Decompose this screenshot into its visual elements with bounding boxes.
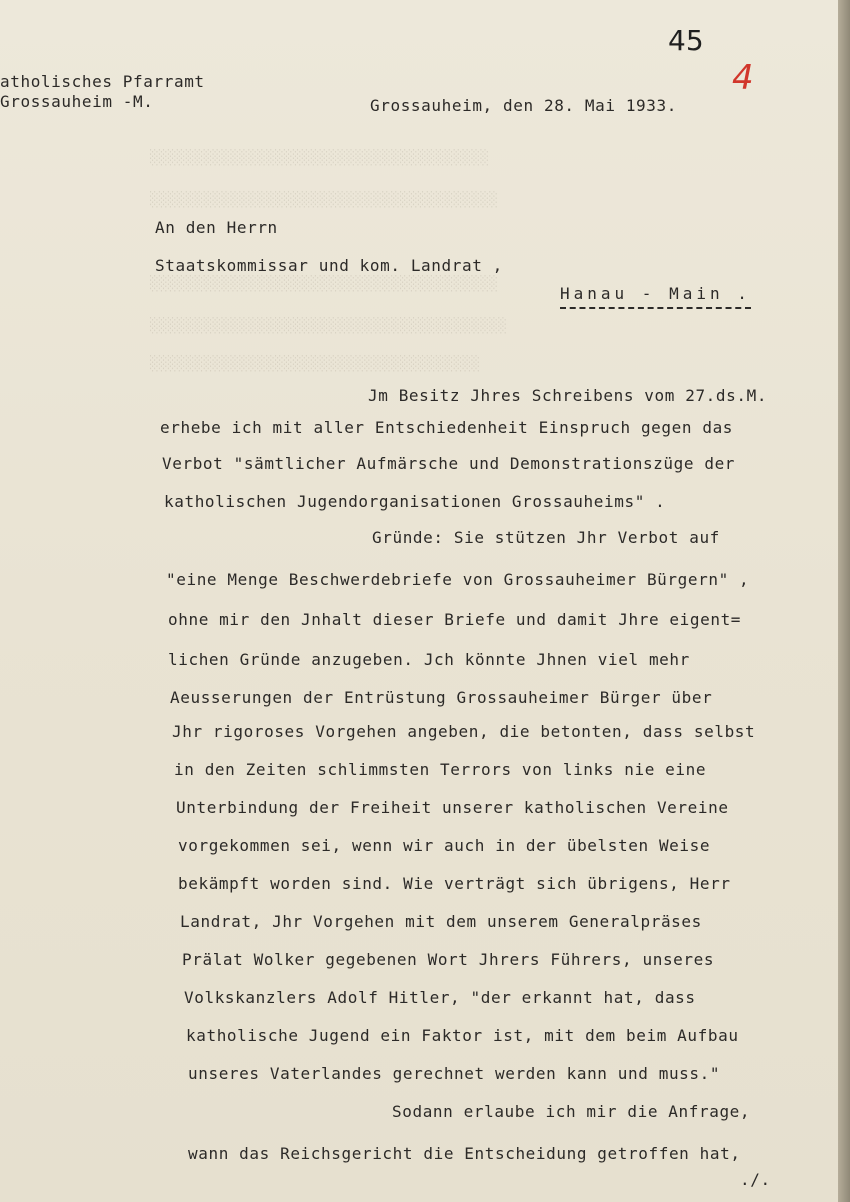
date-line: Grossauheim, den 28. Mai 1933. bbox=[370, 96, 677, 115]
body-line: katholische Jugend ein Faktor ist, mit dem beim Aufbau bbox=[186, 1026, 739, 1045]
bleed-through-text: ░░░░░░░░░░░░░░░░░░░░░░░░░░░░░░░░░░░░░░░░ bbox=[150, 318, 508, 334]
body-line: Verbot "sämtlicher Aufmärsche und Demonstrationszüge der bbox=[162, 454, 736, 473]
red-page-mark: 4 bbox=[732, 58, 754, 98]
bleed-through-text: ░░░░░░░░░░░░░░░░░░░░░░░░░░░░░░░░░░░░░ bbox=[150, 356, 481, 372]
body-line: erhebe ich mit aller Entschiedenheit Einspruch gegen das bbox=[160, 418, 734, 437]
body-line: Jhr rigoroses Vorgehen angeben, die betonten, dass selbst bbox=[172, 722, 756, 741]
recipient-city: Hanau - Main . bbox=[560, 284, 751, 309]
body-line: katholischen Jugendorganisationen Grossauheims" . bbox=[164, 492, 666, 511]
body-line: "eine Menge Beschwerdebriefe von Grossauheimer Bürgern" , bbox=[166, 570, 750, 589]
body-line: Volkskanzlers Adolf Hitler, "der erkannt hat, dass bbox=[184, 988, 696, 1007]
continuation-mark: ./. bbox=[740, 1170, 771, 1189]
body-line: unseres Vaterlandes gerechnet werden kann und muss." bbox=[188, 1064, 721, 1083]
body-line: Unterbindung der Freiheit unserer katholischen Vereine bbox=[176, 798, 729, 817]
body-line: wann das Reichsgericht die Entscheidung getroffen hat, bbox=[188, 1144, 741, 1163]
bleed-through-text: ░░░░░░░░░░░░░░░░░░░░░░░░░░░░░░░░░░░░░░░ bbox=[150, 192, 499, 208]
body-line: Jm Besitz Jhres Schreibens vom 27.ds.M. bbox=[368, 386, 768, 405]
body-line: Aeusserungen der Entrüstung Grossauheimer Bürger über bbox=[170, 688, 713, 707]
bleed-through-text: ░░░░░░░░░░░░░░░░░░░░░░░░░░░░░░░░░░░░░░ bbox=[150, 150, 490, 166]
page-number: 45 bbox=[668, 24, 704, 57]
body-line: Prälat Wolker gegebenen Wort Jhrers Führers, unseres bbox=[182, 950, 715, 969]
body-line: ohne mir den Jnhalt dieser Briefe und damit Jhre eigent= bbox=[168, 610, 742, 629]
recipient-line-1: An den Herrn bbox=[155, 218, 278, 237]
recipient-line-2: Staatskommissar und kom. Landrat , bbox=[155, 256, 503, 275]
sender-line-2: Grossauheim -M. bbox=[0, 92, 154, 111]
body-line: bekämpft worden sind. Wie verträgt sich übrigens, Herr bbox=[178, 874, 731, 893]
body-line: Sodann erlaube ich mir die Anfrage, bbox=[392, 1102, 751, 1121]
body-line: Landrat, Jhr Vorgehen mit dem unserem Generalpräses bbox=[180, 912, 702, 931]
sender-line-1: atholisches Pfarramt bbox=[0, 72, 205, 91]
page-edge-shadow bbox=[838, 0, 850, 1202]
body-line: in den Zeiten schlimmsten Terrors von links nie eine bbox=[174, 760, 707, 779]
bleed-through-text: ░░░░░░░░░░░░░░░░░░░░░░░░░░░░░░░░░░░░░░░ bbox=[150, 276, 499, 292]
body-line: vorgekommen sei, wenn wir auch in der übelsten Weise bbox=[178, 836, 711, 855]
body-line: Gründe: Sie stützen Jhr Verbot auf bbox=[372, 528, 720, 547]
body-line: lichen Gründe anzugeben. Jch könnte Jhnen viel mehr bbox=[168, 650, 690, 669]
